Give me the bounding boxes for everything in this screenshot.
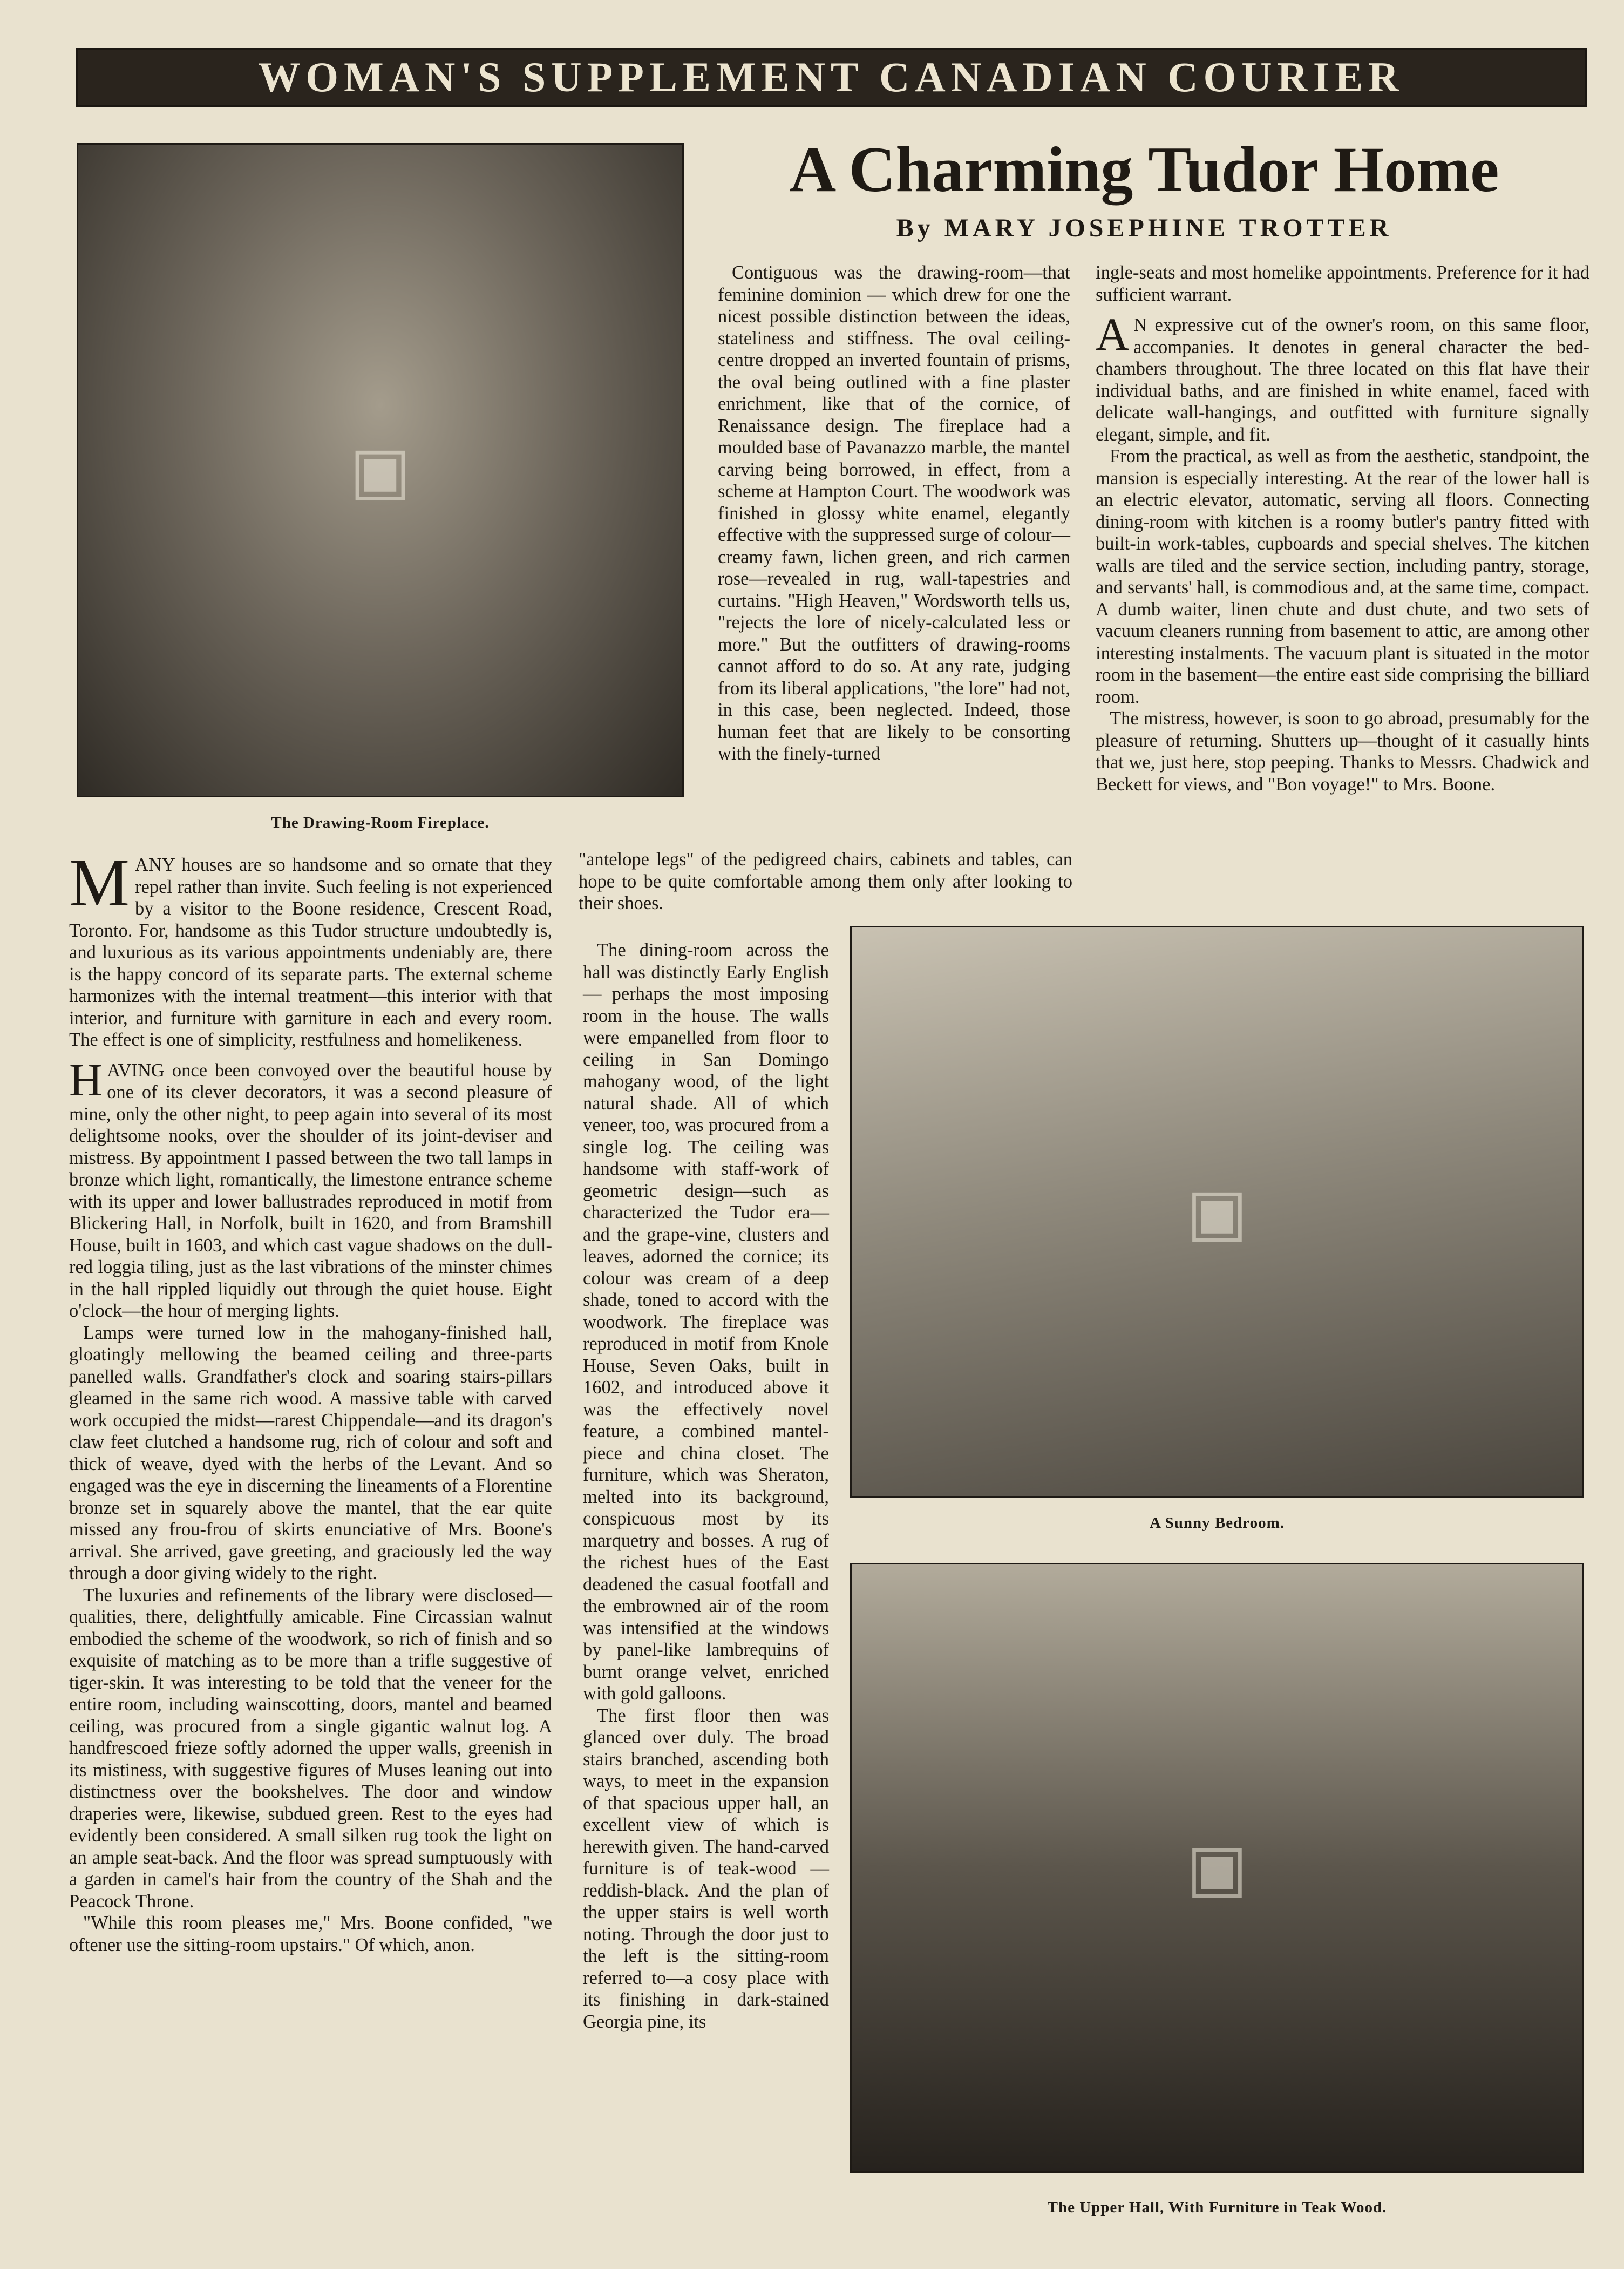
- paragraph-dining-room: The dining-room across the hall was distinctly Early English — perhaps the most imposing room in the house. The walls were empanelled from floor to ceiling in San Domingo mahogany wood, of the light natural shade. All of which veneer, too, was procured from a single log. The ceiling was handsome with staff-work of geometric design—such as characterized the Tudor era—and the grape-vine, clusters and leaves, adorned the cornice; its colour was cream of a deep shade, toned to accord with the woodwork. The fireplace was reproduced in motif from Knole House, Seven Oaks, built in 1602, and introduced above it was the effectively novel feature, a combined mantel-piece and china closet. The furniture, which was Sheraton, melted into its background, conspicuous most by its marquetry and bosses. A rug of the richest hues of the East deadened the casual footfall and the embrowned air of the room was intensified at the windows by panel-like lambrequins of burnt orange velvet, enriched with gold galloons.: [583, 940, 829, 1704]
- bedroom-caption: A Sunny Bedroom.: [1150, 1514, 1285, 1532]
- article-title: A Charming Tudor Home: [789, 133, 1499, 205]
- paragraph-practical: From the practical, as well as from the aesthetic, standpoint, the mansion is especially interesting. At the rear of the lower hall is an electric elevator, automatic, serving all floors. Connecting dining-room with kitchen is a roomy butler's pantry fitted with built-in work-tables, cupboards and special shelves. The kitchen walls are tiled and the service section, including pantry, storage, and servants' hall, is commodious and, at the same time, compact. A dumb waiter, linen chute and dust chute, and two sets of vacuum cleaners running from basement to attic, are among other interesting instalments. The vacuum plant is situated in the motor room in the basement—the entire east side comprising the billiard room.: [1096, 446, 1589, 707]
- paragraph-drawing-room: Contiguous was the drawing-room—that feminine dominion — which drew for one the nicest possible distinction between the ideas, stateliness and stiffness. The oval ceiling-centre dropped an inverted fountain of prisms, the oval being outlined with a fine plaster enrichment, like that of the cornice, of Renaissance design. The fireplace had a moulded base of Pavanazzo marble, the mantel carving being borrowed, in effect, from a scheme at Hampton Court. The woodwork was finished in glossy white enamel, elegantly effective with the suppressed surge of colour—creamy fawn, lichen green, and rich carmen rose—revealed in rug, wall-tapestries and curtains. "High Heaven," Wordsworth tells us, "rejects the lore of nicely-calculated less or more." But the outfitters of drawing-rooms cannot afford to do so. At any rate, judging from its liberal applications, "the lore" had not, in this case, been neglected. Indeed, those human feet that are likely to be consorting with the finely-turned: [718, 262, 1070, 764]
- paragraph-ingle-seats: ingle-seats and most homelike appointments. Preference for it had sufficient warrant.: [1096, 262, 1589, 305]
- paragraph-sitting-room: "While this room pleases me," Mrs. Boone confided, "we oftener use the sitting-room upstairs." Of which, anon.: [69, 1913, 552, 1955]
- paragraph-visit: AVING once been convoyed over the beautiful house by one of its clever decorators, it was a second pleasure of mine, only the other night, to peep again into several of its most delightsome nooks, over the shoulder of its joint-deviser and mistress. By appointment I passed between the two tall lamps in bronze which light, romantically, the limestone entrance scheme with its upper and lower ballustrades reproduced in motif from Blickering Hall, in Norfolk, built in 1620, and from Bramshill House, built in 1603, and which cast vague shadows on the dull-red loggia tiling, just as the last vibrations of the minster chimes in the hall rippled liquidly out through the quiet house. Eight o'clock—the hour of merging lights.: [69, 1060, 552, 1321]
- photo-icon: ▣: [1186, 1174, 1248, 1250]
- paragraph-library: The luxuries and refinements of the library were disclosed—qualities, there, delightfully amicable. Fine Circassian walnut embodied the scheme of the woodwork, so rich of finish and so exquisite of matching as to be more than a trifle suggestive of tiger-skin. It was interesting to be told that the veneer for the entire room, including wainscotting, doors, mantel and beamed ceiling, was procured from a single gigantic walnut log. A handfrescoed frieze softly adorned the upper walls, greenish in its mistiness, with suggestive figures of Muses leaning out into distinctness over the bookshelves. The door and window draperies were, likewise, subdued green. Rest to the eyes had evidently been considered. A small silken rug took the light on an ample seat-back. And the floor was spread sumptuously with a garden in camel's hair from the country of the Shah and the Peacock Throne.: [69, 1584, 552, 1912]
- photo-icon: ▣: [349, 432, 411, 508]
- fireplace-caption: The Drawing-Room Fireplace.: [271, 814, 490, 831]
- drop-cap-m: M: [69, 845, 130, 920]
- paragraph-mistress: The mistress, however, is soon to go abroad, presumably for the pleasure of returning. Shutters up—thought of it casually hints that we, just here, stop peeping. Thanks to Messrs. Chadwick and Beckett for views, and "Bon voyage!" to Mrs. Boone.: [1096, 708, 1589, 795]
- middle-column-top: [718, 262, 1070, 765]
- paragraph-antelope-legs: "antelope legs" of the pedigreed chairs, cabinets and tables, can hope to be quite comfortable among them only after looking to their shoes.: [579, 849, 1072, 913]
- masthead-text: WOMAN'S SUPPLEMENT CANADIAN COURIER: [258, 53, 1404, 100]
- left-column: [69, 845, 552, 1956]
- upper-hall-caption: The Upper Hall, With Furniture in Teak Wood.: [1047, 2199, 1387, 2216]
- upper-hall-photo: [850, 1563, 1584, 2173]
- photo-icon: ▣: [1186, 1830, 1248, 1906]
- paragraph-owners-room: N expressive cut of the owner's room, on this same floor, accompanies. It denotes in general character the bed-chambers throughout. The three located on this flat have their individual baths, and are finished in white enamel, faced with delicate wall-hangings, and outfitted with furniture signally elegant, simple, and fit.: [1096, 315, 1589, 445]
- drawing-room-fireplace-photo: [77, 143, 684, 797]
- middle-column-wide: [579, 849, 1072, 915]
- paragraph-upper-hall: The first floor then was glanced over duly. The broad stairs branched, ascending both ways, to meet in the expansion of that spacious upper hall, an excellent view of which is herewith given. The hand-carved furniture is of teak-wood — reddish-black. And the plan of the upper stairs is well worth noting. Through the door just to the left is the sitting-room referred to—a cosy place with its finishing in dark-stained Georgia pine, its: [583, 1705, 829, 2032]
- drop-cap-h: H: [69, 1053, 103, 1106]
- masthead-banner: [76, 48, 1587, 107]
- paragraph-hall: Lamps were turned low in the mahogany-finished hall, gloatingly mellowing the beamed ceiling and three-parts panelled walls. Grandfather's clock and soaring stairs-pillars gleamed in the same rich wood. A massive table with carved work occupied the midst—rarest Chippendale—and its dragon's claw feet clutched a handsome rug, rich of colour and soft and thick of weave, dyed with the herbs of the Levant. And so engaged was the eye in discerning the lineaments of a Florentine bronze set in squarely above the mantel, that the ear quite missed any frou-frou of skirts enunciative of Mrs. Boone's arrival. She arrived, gave greeting, and graciously led the way through a door giving widely to the right.: [69, 1322, 552, 1583]
- drop-cap-a: A: [1096, 308, 1130, 360]
- right-column: [1096, 262, 1589, 795]
- paragraph-intro: ANY houses are so handsome and so ornate that they repel rather than invite. Such feeling is not experienced by a visitor to the Boone residence, Crescent Road, Toronto. For, handsome as this Tudor structure undoubtedly is, and luxurious as its various appointments undeniably are, there is the happy concord of its separate parts. The external scheme harmonizes with the internal treatment—this interior with that interior, and furniture with garniture in each and every room. The effect is one of simplicity, restfulness and homelikeness.: [69, 855, 552, 1050]
- middle-column-narrow: [583, 939, 829, 2033]
- article-byline: By MARY JOSEPHINE TROTTER: [896, 214, 1392, 242]
- sunny-bedroom-photo: [850, 926, 1584, 1498]
